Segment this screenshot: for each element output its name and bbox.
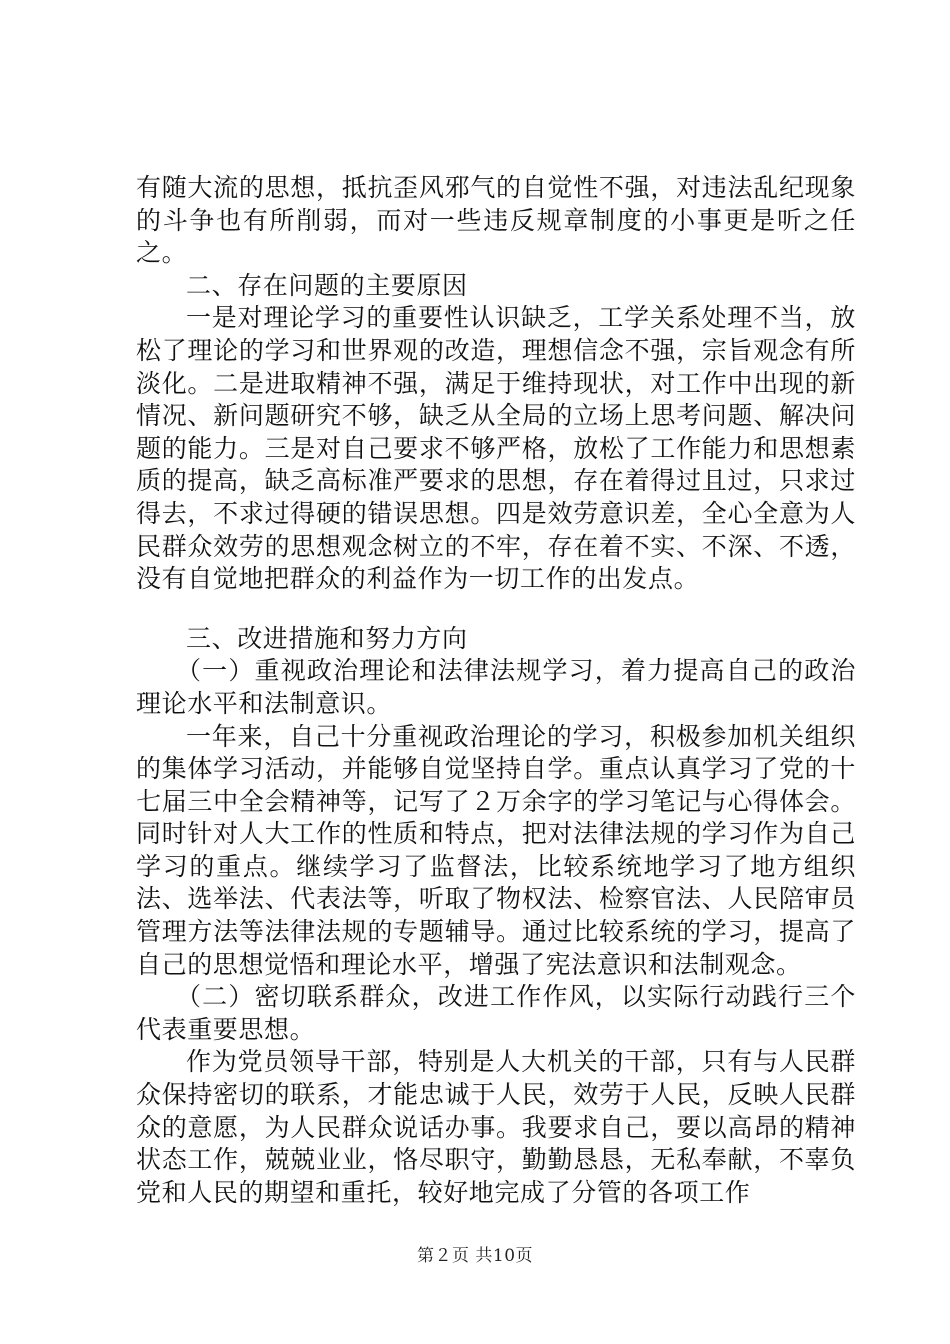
subheading-study: （一）重视政治理论和法律法规学习，着力提高自己的政治理论水平和法制意识。 bbox=[136, 656, 856, 718]
paragraph-causes: 一是对理论学习的重要性认识缺乏，工学关系处理不当，放松了理论的学习和世界观的改造，理想信念不强，宗旨观念有所淡化。二是进取精神不强，满足于维持现状，对工作中出现的新情况、新问题研究不够，缺乏从全局的立场上思考问题、解决问题的能力。三是对自己要求不够严格，放松了工作能力和思想素质的提高，缺乏高标准严要求的思想，存在着得过且过，只求过得去，不求过得硬的错误思想。四是效劳意识差，全心全意为人民群众效劳的思想观念树立的不牢，存在着不实、不深、不透，没有自觉地把群众的利益作为一切工作的出发点。 bbox=[136, 303, 856, 594]
paragraph-study: 一年来，自己十分重视政治理论的学习，积极参加机关组织的集体学习活动，并能够自觉坚持自学。重点认真学习了党的十七届三中全会精神等，记写了２万余字的学习笔记与心得体会。同时针对人大工作的性质和特点，把对法律法规的学习作为自己学习的重点。继续学习了监督法，比较系统地学习了地方组织法、选举法、代表法等，听取了物权法、检察官法、人民陪审员管理方法等法律法规的专题辅导。通过比较系统的学习，提高了自己的思想觉悟和理论水平，增强了宪法意识和法制观念。 bbox=[136, 721, 856, 979]
paragraph-gap bbox=[136, 596, 856, 623]
document-body bbox=[136, 172, 856, 1209]
paragraph-continuation: 有随大流的思想，抵抗歪风邪气的自觉性不强，对违法乱纪现象的斗争也有所削弱，而对一些违反规章制度的小事更是听之任之。 bbox=[136, 173, 856, 268]
paragraph-masses: 作为党员领导干部，特别是人大机关的干部，只有与人民群众保持密切的联系，才能忠诚于人民，效劳于人民，反映人民群众的意愿，为人民群众说话办事。我要求自己，要以高昂的精神状态工作，兢兢业业，恪尽职守，勤勤恳恳，无私奉献，不辜负党和人民的期望和重托，较好地完成了分管的各项工作 bbox=[136, 1047, 856, 1207]
section-heading-measures: 三、改进措施和努力方向 bbox=[186, 623, 468, 653]
section-heading-causes: 二、存在问题的主要原因 bbox=[186, 270, 468, 300]
subheading-masses: （二）密切联系群众，改进工作作风，以实际行动践行三个代表重要思想。 bbox=[136, 982, 856, 1044]
page-number-footer: 第２页 共10页 bbox=[416, 1246, 534, 1266]
